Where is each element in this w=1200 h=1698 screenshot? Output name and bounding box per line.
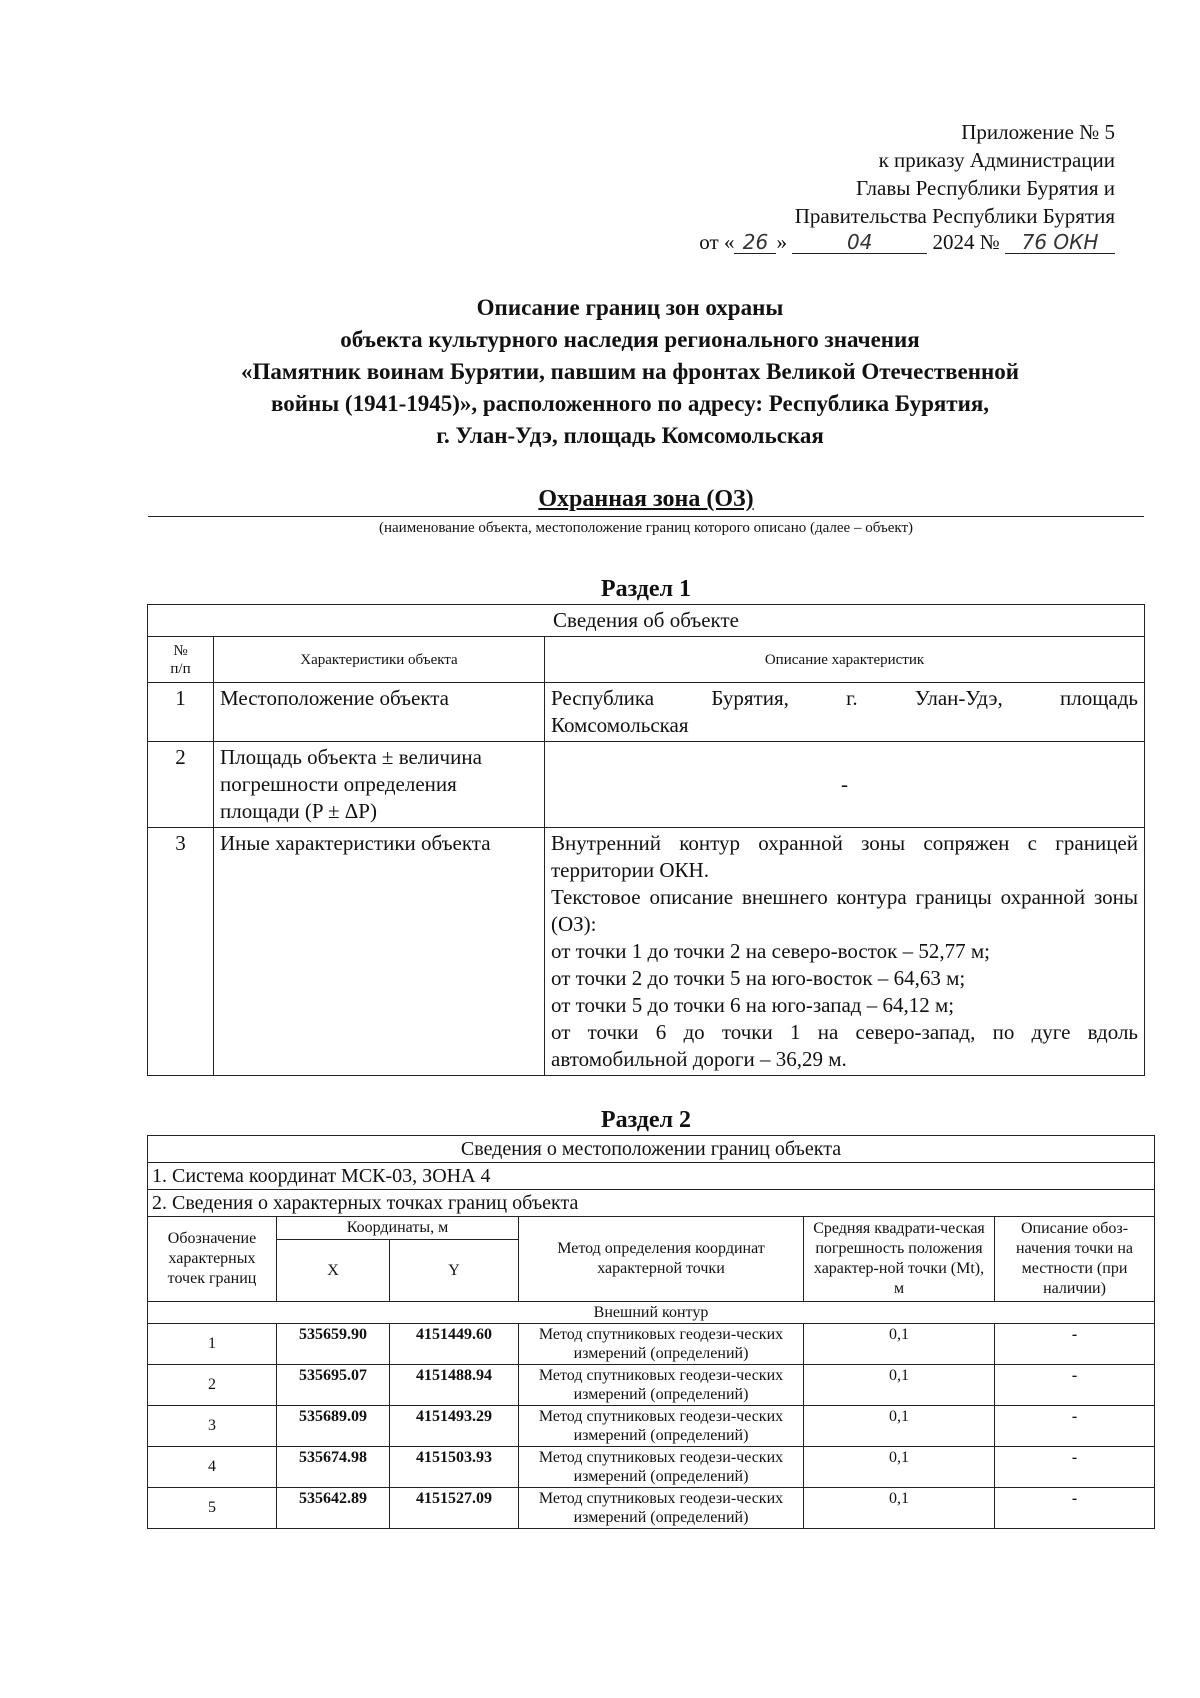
table-row	[148, 828, 1145, 1076]
section1-heading: Раздел 1	[600, 576, 692, 602]
table-row	[148, 1488, 1155, 1529]
point-desc: -	[995, 1406, 1155, 1447]
order-date-line	[699, 230, 1115, 255]
zone-block	[148, 484, 1144, 537]
col-header-desc: Описание характеристик	[545, 637, 1145, 683]
point-number: 3	[148, 1406, 277, 1447]
desc-paragraph: от точки 1 до точки 2 на северо-восток – 52,77 м;	[551, 939, 990, 963]
order-number: 76 ОКН	[1005, 231, 1115, 254]
point-x: 535674.98	[277, 1447, 390, 1488]
point-x: 535689.09	[277, 1406, 390, 1447]
point-desc: -	[995, 1365, 1155, 1406]
point-desc: -	[995, 1324, 1155, 1365]
section2-heading: Раздел 2	[600, 1107, 692, 1133]
table-row	[148, 1365, 1155, 1406]
point-y: 4151488.94	[390, 1365, 519, 1406]
title-line: г. Улан-Удэ, площадь Комсомольская	[436, 423, 824, 448]
annex-line: Приложение № 5	[961, 120, 1115, 144]
section2-table	[147, 1135, 1155, 1529]
col-header-desc: Описание обоз-начения точки на местности (при наличии)	[995, 1217, 1155, 1302]
title-line: Описание границ зон охраны	[476, 295, 784, 320]
row-desc	[545, 828, 1145, 1076]
col-header-coords: Координаты, м	[277, 1217, 519, 1240]
point-desc: -	[995, 1488, 1155, 1529]
coord-system: 1. Система координат МСК-03, ЗОНА 4	[148, 1163, 1155, 1190]
point-y: 4151503.93	[390, 1447, 519, 1488]
point-y: 4151449.60	[390, 1324, 519, 1365]
point-number: 2	[148, 1365, 277, 1406]
row-char: Иные характеристики объекта	[214, 828, 545, 1076]
row-char: Местоположение объекта	[214, 683, 545, 742]
point-number: 1	[148, 1324, 277, 1365]
desc-paragraph: от точки 5 до точки 6 на юго-запад – 64,12 м;	[551, 993, 955, 1017]
annex-line: к приказу Администрации	[878, 148, 1115, 172]
point-mt: 0,1	[804, 1324, 995, 1365]
col-header-mt: Средняя квадрати-ческая погрешность положения характер-ной точки (Mt), м	[804, 1217, 995, 1302]
row-char: Площадь объекта ± величина погрешности определения площади (P ± ΔP)	[214, 742, 545, 828]
row-num: 2	[148, 742, 214, 828]
annex-line: Правительства Республики Бурятия	[794, 204, 1115, 228]
zone-name: Охранная зона (ОЗ)	[538, 486, 754, 512]
point-mt: 0,1	[804, 1365, 995, 1406]
point-method: Метод спутниковых геодези-ческих измерений (определений)	[519, 1488, 804, 1529]
row-desc	[545, 683, 1145, 742]
col-header-designation: Обозначение характерных точек границ	[148, 1217, 277, 1302]
col-header-method: Метод определения координат характерной точки	[519, 1217, 804, 1302]
point-method: Метод спутниковых геодези-ческих измерений (определений)	[519, 1324, 804, 1365]
col-header-y: Y	[390, 1240, 519, 1302]
annex-line: Главы Республики Бурятия и	[856, 176, 1115, 200]
point-x: 535659.90	[277, 1324, 390, 1365]
point-method: Метод спутниковых геодези-ческих измерений (определений)	[519, 1365, 804, 1406]
table-row	[148, 1447, 1155, 1488]
zone-divider	[148, 516, 1144, 517]
section1-table	[147, 604, 1145, 1076]
order-month: 04	[792, 231, 927, 254]
point-number: 5	[148, 1488, 277, 1529]
table-row	[148, 742, 1145, 828]
desc-paragraph: Внутренний контур охранной зоны сопряжен с границей территории ОКН.	[551, 831, 1138, 882]
desc-paragraph: от точки 2 до точки 5 на юго-восток – 64,63 м;	[551, 966, 966, 990]
row-desc: -	[545, 742, 1145, 828]
section2-table-title: Сведения о местоположении границ объекта	[148, 1136, 1155, 1163]
point-method: Метод спутниковых геодези-ческих измерений (определений)	[519, 1447, 804, 1488]
order-day: 26	[734, 231, 776, 254]
point-x: 535642.89	[277, 1488, 390, 1529]
point-number: 4	[148, 1447, 277, 1488]
row-num: 1	[148, 683, 214, 742]
title-line: объекта культурного наследия регионального значения	[340, 327, 920, 352]
section1-table-title: Сведения об объекте	[148, 605, 1145, 637]
order-year: 2024 №	[932, 230, 1000, 254]
point-mt: 0,1	[804, 1447, 995, 1488]
row-desc-line: Комсомольская	[551, 713, 689, 737]
point-mt: 0,1	[804, 1488, 995, 1529]
point-y: 4151493.29	[390, 1406, 519, 1447]
table-row	[148, 1324, 1155, 1365]
point-mt: 0,1	[804, 1406, 995, 1447]
document-title	[150, 292, 1110, 452]
title-line: «Памятник воинам Бурятии, павшим на фронтах Великой Отечественной	[240, 359, 1020, 384]
row-desc-line: Республика Бурятия, г. Улан-Удэ, площадь	[551, 686, 1138, 710]
point-y: 4151527.09	[390, 1488, 519, 1529]
order-mid: »	[776, 230, 787, 254]
point-desc: -	[995, 1447, 1155, 1488]
zone-hint: (наименование объекта, местоположение границ которого описано (далее – объект)	[378, 520, 914, 536]
col-header-x: X	[277, 1240, 390, 1302]
table-row	[148, 683, 1145, 742]
contour-label: Внешний контур	[148, 1302, 1155, 1324]
order-prefix: от «	[699, 230, 735, 254]
col-header-num: № п/п	[148, 637, 214, 683]
desc-paragraph: Текстовое описание внешнего контура границы охранной зоны (ОЗ):	[551, 885, 1138, 936]
point-method: Метод спутниковых геодези-ческих измерений (определений)	[519, 1406, 804, 1447]
title-line: войны (1941-1945)», расположенного по адресу: Республика Бурятия,	[270, 391, 990, 416]
desc-paragraph: от точки 6 до точки 1 на северо-запад, по дуге вдоль автомобильной дороги – 36,29 м.	[551, 1020, 1138, 1071]
col-header-char: Характеристики объекта	[214, 637, 545, 683]
table-row	[148, 1406, 1155, 1447]
point-x: 535695.07	[277, 1365, 390, 1406]
row-num: 3	[148, 828, 214, 1076]
annex-block	[595, 118, 1115, 230]
points-title: 2. Сведения о характерных точках границ объекта	[148, 1190, 1155, 1217]
